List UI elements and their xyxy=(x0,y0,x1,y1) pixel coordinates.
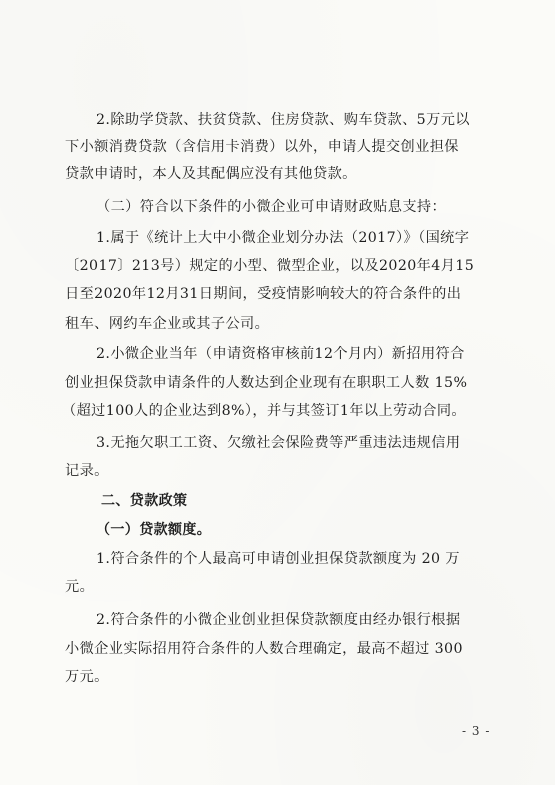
text-line: 记录。 xyxy=(65,463,109,479)
page-number: - 3 - xyxy=(462,724,491,738)
text-line: 1.属于《统计上大中小微企业划分办法（2017）》（国统字 xyxy=(96,230,470,246)
text-line: 2.小微企业当年（申请资格审核前12个月内）新招用符合 xyxy=(96,346,465,362)
text-line: 万元。 xyxy=(65,669,109,685)
text-line: 租车、网约车企业或其子公司。 xyxy=(65,316,270,332)
section-heading: 二、贷款政策 xyxy=(101,493,188,509)
text-line: （超过100人的企业达到8%），并与其签订1年以上劳动合同。 xyxy=(62,403,467,419)
text-line: 小微企业实际招用符合条件的人数合理确定，最高不超过 300 xyxy=(65,641,463,657)
text-line: 下小额消费贷款（含信用卡消费）以外，申请人提交创业担保 xyxy=(65,139,459,155)
text-line: 日至2020年12月31日期间，受疫情影响较大的符合条件的出 xyxy=(65,286,462,302)
subsection-heading: （一）贷款额度。 xyxy=(96,522,212,538)
text-line: 〔2017〕213号）规定的小型、微型企业，以及2020年4月15 xyxy=(65,258,475,274)
text-line: 创业担保贷款申请条件的人数达到企业现有在职职工人数 15% xyxy=(65,375,468,391)
text-line: 贷款申请时，本人及其配偶应没有其他贷款。 xyxy=(65,166,357,182)
text-line: 1.符合条件的个人最高可申请创业担保贷款额度为 20 万 xyxy=(96,551,460,567)
text-line: 3.无拖欠职工工资、欠缴社会保险费等严重违法违规信用 xyxy=(96,435,461,451)
text-line: 2.符合条件的小微企业创业担保贷款额度由经办银行根据 xyxy=(96,612,461,628)
text-line: （二）符合以下条件的小微企业可申请财政贴息支持： xyxy=(96,199,447,215)
text-line: 2.除助学贷款、扶贫贷款、住房贷款、购车贷款、5万元以 xyxy=(96,112,470,128)
text-line: 元。 xyxy=(65,579,95,595)
